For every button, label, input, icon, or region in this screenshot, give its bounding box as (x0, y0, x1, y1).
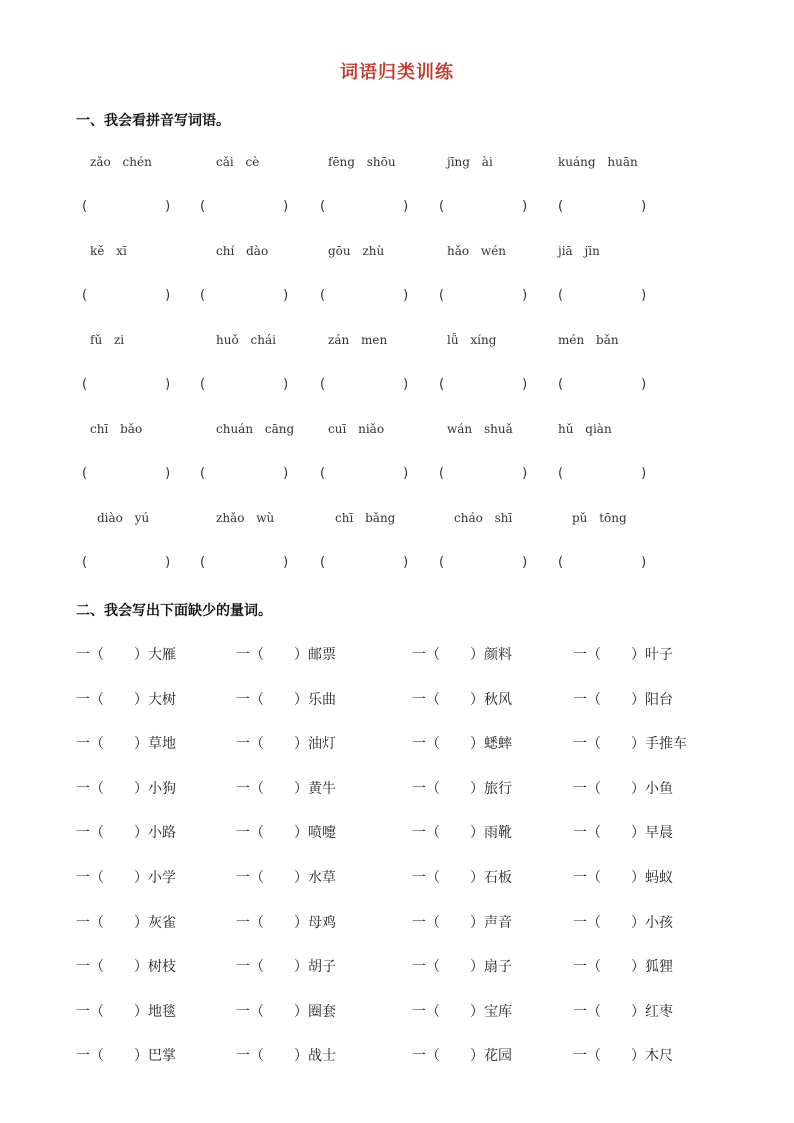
measure-word-item[interactable] (573, 644, 673, 664)
prefix: 一（ (573, 647, 601, 663)
noun: 花园 (484, 1048, 512, 1065)
noun: 阳台 (645, 691, 673, 708)
open-paren: ( (320, 555, 326, 570)
suffix: ） (470, 647, 484, 663)
noun: 草地 (148, 736, 176, 753)
suffix: ） (631, 780, 645, 797)
noun: 大树 (148, 691, 176, 708)
measure-word-item[interactable] (236, 1045, 336, 1065)
measure-word-item[interactable] (573, 867, 673, 887)
prefix: 一（ (76, 870, 104, 886)
answer-blank[interactable] (558, 377, 646, 392)
noun: 油灯 (308, 736, 336, 753)
noun: 小狗 (148, 780, 176, 797)
noun: 树枝 (148, 959, 176, 976)
prefix: 一（ (76, 1048, 104, 1065)
pinyin-word: zhǎo wù (216, 511, 275, 525)
measure-word-item[interactable] (236, 822, 336, 842)
measure-word-row (0, 867, 794, 887)
prefix: 一（ (236, 736, 264, 753)
prefix: 一（ (412, 647, 440, 663)
suffix: ） (294, 959, 308, 976)
pinyin-row (0, 333, 794, 353)
noun: 灰雀 (148, 914, 176, 931)
pinyin-word: cháo shī (454, 511, 513, 525)
measure-word-item[interactable] (412, 644, 512, 664)
prefix: 一（ (573, 780, 601, 797)
answer-blank[interactable] (558, 466, 646, 481)
suffix: ） (631, 870, 645, 886)
pinyin-word: lǚ xíng (447, 333, 497, 347)
pinyin-word: cǎi cè (216, 155, 260, 169)
suffix: ） (631, 736, 645, 753)
noun: 圈套 (308, 1003, 336, 1020)
prefix: 一（ (573, 1048, 601, 1065)
open-paren: ( (200, 199, 206, 214)
suffix: ） (470, 1003, 484, 1020)
measure-word-item[interactable] (412, 956, 512, 976)
measure-word-row (0, 689, 794, 709)
noun: 战士 (308, 1048, 336, 1065)
answer-blank[interactable] (320, 466, 408, 481)
measure-word-item[interactable] (573, 1001, 673, 1021)
open-paren: ( (558, 466, 564, 481)
close-paren: ) (283, 199, 289, 214)
answer-row (0, 199, 794, 219)
prefix: 一（ (573, 1003, 601, 1020)
pinyin-row (0, 155, 794, 175)
open-paren: ( (558, 377, 564, 392)
close-paren: ) (522, 555, 528, 570)
noun: 巴掌 (148, 1048, 176, 1065)
close-paren: ) (165, 288, 171, 303)
answer-blank[interactable] (320, 377, 408, 392)
suffix: ） (631, 1048, 645, 1065)
answer-blank[interactable] (200, 466, 288, 481)
prefix: 一（ (573, 825, 601, 842)
measure-word-row (0, 733, 794, 753)
measure-word-row (0, 912, 794, 932)
close-paren: ) (403, 377, 409, 392)
close-paren: ) (522, 377, 528, 392)
measure-word-item[interactable] (76, 733, 176, 753)
close-paren: ) (283, 288, 289, 303)
answer-blank[interactable] (82, 288, 170, 303)
suffix: ） (631, 914, 645, 931)
measure-word-item[interactable] (236, 867, 336, 887)
answer-row (0, 466, 794, 486)
noun: 乐曲 (308, 691, 336, 708)
pinyin-word: gōu zhù (328, 244, 385, 258)
measure-word-item[interactable] (412, 778, 512, 798)
prefix: 一（ (412, 825, 440, 842)
answer-blank[interactable] (439, 555, 527, 570)
open-paren: ( (82, 377, 88, 392)
noun: 木尺 (645, 1048, 673, 1065)
pinyin-word: jiā jīn (558, 244, 600, 258)
noun: 胡子 (308, 959, 336, 976)
prefix: 一（ (76, 780, 104, 797)
measure-word-item[interactable] (76, 644, 176, 664)
measure-word-item[interactable] (573, 822, 673, 842)
suffix: ） (294, 825, 308, 842)
answer-blank[interactable] (82, 466, 170, 481)
close-paren: ) (522, 466, 528, 481)
prefix: 一（ (412, 914, 440, 931)
noun: 母鸡 (308, 914, 336, 931)
prefix: 一（ (236, 825, 264, 842)
suffix: ） (470, 691, 484, 708)
measure-word-item[interactable] (412, 912, 512, 932)
prefix: 一（ (76, 959, 104, 976)
prefix: 一（ (236, 914, 264, 931)
prefix: 一（ (573, 691, 601, 708)
prefix: 一（ (236, 1003, 264, 1020)
suffix: ） (294, 691, 308, 708)
suffix: ） (294, 736, 308, 753)
measure-word-item[interactable] (76, 689, 176, 709)
pinyin-word: kě xī (90, 244, 127, 258)
answer-blank[interactable] (200, 288, 288, 303)
measure-word-item[interactable] (412, 1045, 512, 1065)
measure-word-row (0, 822, 794, 842)
pinyin-word: hǔ qiàn (558, 422, 612, 436)
open-paren: ( (200, 466, 206, 481)
prefix: 一（ (412, 736, 440, 753)
close-paren: ) (641, 199, 647, 214)
noun: 喷嚏 (308, 825, 336, 842)
open-paren: ( (558, 199, 564, 214)
close-paren: ) (403, 199, 409, 214)
prefix: 一（ (236, 870, 264, 886)
close-paren: ) (641, 377, 647, 392)
close-paren: ) (403, 555, 409, 570)
suffix: ） (470, 1048, 484, 1065)
suffix: ） (470, 914, 484, 931)
suffix: ） (134, 1048, 148, 1065)
measure-word-item[interactable] (412, 1001, 512, 1021)
noun: 扇子 (484, 959, 512, 976)
pinyin-word: huǒ chái (216, 333, 276, 347)
noun: 手推车 (645, 736, 687, 753)
measure-word-item[interactable] (76, 778, 176, 798)
measure-word-row (0, 644, 794, 664)
noun: 小鱼 (645, 780, 673, 797)
prefix: 一（ (76, 736, 104, 753)
noun: 蚂蚁 (645, 870, 673, 886)
answer-blank[interactable] (439, 288, 527, 303)
measure-word-item[interactable] (76, 822, 176, 842)
suffix: ） (631, 825, 645, 842)
measure-word-item[interactable] (236, 644, 336, 664)
open-paren: ( (82, 288, 88, 303)
prefix: 一（ (236, 691, 264, 708)
measure-word-row (0, 1001, 794, 1021)
measure-word-item[interactable] (76, 956, 176, 976)
measure-word-item[interactable] (573, 778, 673, 798)
measure-word-item[interactable] (236, 778, 336, 798)
pinyin-word: fēng shōu (328, 155, 396, 169)
measure-word-item[interactable] (412, 689, 512, 709)
open-paren: ( (200, 377, 206, 392)
noun: 石板 (484, 870, 512, 886)
prefix: 一（ (412, 780, 440, 797)
suffix: ） (134, 870, 148, 886)
open-paren: ( (200, 555, 206, 570)
answer-blank[interactable] (200, 377, 288, 392)
close-paren: ) (522, 288, 528, 303)
measure-word-item[interactable] (236, 733, 336, 753)
suffix: ） (134, 1003, 148, 1020)
measure-word-item[interactable] (236, 912, 336, 932)
close-paren: ) (283, 466, 289, 481)
measure-word-item[interactable] (573, 733, 687, 753)
suffix: ） (134, 691, 148, 708)
pinyin-word: chī bǎng (335, 511, 396, 525)
suffix: ） (631, 1003, 645, 1020)
open-paren: ( (439, 377, 445, 392)
prefix: 一（ (236, 647, 264, 663)
open-paren: ( (320, 288, 326, 303)
answer-row (0, 288, 794, 308)
noun: 大雁 (148, 647, 176, 663)
open-paren: ( (558, 555, 564, 570)
answer-blank[interactable] (439, 377, 527, 392)
prefix: 一（ (236, 780, 264, 797)
close-paren: ) (522, 199, 528, 214)
noun: 早晨 (645, 825, 673, 842)
suffix: ） (294, 914, 308, 931)
suffix: ） (631, 647, 645, 663)
close-paren: ) (403, 288, 409, 303)
prefix: 一（ (412, 691, 440, 708)
answer-blank[interactable] (320, 555, 408, 570)
measure-word-row (0, 956, 794, 976)
answer-blank[interactable] (82, 555, 170, 570)
suffix: ） (134, 780, 148, 797)
prefix: 一（ (412, 1003, 440, 1020)
prefix: 一（ (76, 914, 104, 931)
open-paren: ( (82, 555, 88, 570)
prefix: 一（ (573, 914, 601, 931)
measure-word-item[interactable] (76, 867, 176, 887)
measure-word-item[interactable] (412, 733, 512, 753)
open-paren: ( (439, 466, 445, 481)
section1-heading: 一、我会看拼音写词语。 (76, 113, 230, 129)
noun: 地毯 (148, 1003, 176, 1020)
answer-blank[interactable] (200, 199, 288, 214)
pinyin-word: wán shuǎ (447, 422, 513, 436)
noun: 旅行 (484, 780, 512, 797)
measure-word-row (0, 1045, 794, 1065)
answer-blank[interactable] (320, 199, 408, 214)
suffix: ） (134, 647, 148, 663)
open-paren: ( (439, 555, 445, 570)
suffix: ） (134, 914, 148, 931)
suffix: ） (631, 691, 645, 708)
prefix: 一（ (76, 647, 104, 663)
prefix: 一（ (76, 691, 104, 708)
pinyin-word: cuī niǎo (328, 422, 385, 436)
measure-word-item[interactable] (236, 956, 336, 976)
pinyin-word: jīng ài (447, 155, 493, 169)
pinyin-word: chī bǎo (90, 422, 143, 436)
suffix: ） (470, 736, 484, 753)
noun: 秋风 (484, 691, 512, 708)
prefix: 一（ (236, 959, 264, 976)
suffix: ） (294, 647, 308, 663)
measure-word-item[interactable] (412, 867, 512, 887)
answer-blank[interactable] (82, 377, 170, 392)
open-paren: ( (439, 288, 445, 303)
suffix: ） (631, 959, 645, 976)
noun: 水草 (308, 870, 336, 886)
measure-word-item[interactable] (573, 1045, 673, 1065)
pinyin-word: zǎo chén (90, 155, 152, 169)
answer-blank[interactable] (320, 288, 408, 303)
noun: 红枣 (645, 1003, 673, 1020)
noun: 小学 (148, 870, 176, 886)
noun: 叶子 (645, 647, 673, 663)
prefix: 一（ (236, 1048, 264, 1065)
close-paren: ) (283, 377, 289, 392)
suffix: ） (470, 959, 484, 976)
pinyin-row (0, 422, 794, 442)
noun: 声音 (484, 914, 512, 931)
measure-word-item[interactable] (236, 689, 336, 709)
pinyin-word: kuáng huān (558, 155, 638, 169)
measure-word-item[interactable] (76, 1045, 176, 1065)
suffix: ） (294, 1003, 308, 1020)
suffix: ） (134, 825, 148, 842)
suffix: ） (294, 870, 308, 886)
pinyin-word: chí dào (216, 244, 269, 258)
open-paren: ( (320, 466, 326, 481)
prefix: 一（ (573, 736, 601, 753)
answer-row (0, 377, 794, 397)
pinyin-row (0, 244, 794, 264)
page-title: 词语归类训练 (340, 62, 454, 83)
open-paren: ( (82, 466, 88, 481)
suffix: ） (470, 825, 484, 842)
measure-word-item[interactable] (573, 912, 673, 932)
close-paren: ) (165, 377, 171, 392)
answer-blank[interactable] (82, 199, 170, 214)
open-paren: ( (320, 199, 326, 214)
pinyin-word: pǔ tōng (572, 511, 627, 525)
noun: 邮票 (308, 647, 336, 663)
suffix: ） (294, 780, 308, 797)
suffix: ） (470, 870, 484, 886)
measure-word-row (0, 778, 794, 798)
open-paren: ( (320, 377, 326, 392)
answer-blank[interactable] (439, 199, 527, 214)
measure-word-item[interactable] (76, 912, 176, 932)
suffix: ） (470, 780, 484, 797)
pinyin-word: chuán cāng (216, 422, 295, 436)
noun: 雨靴 (484, 825, 512, 842)
noun: 宝库 (484, 1003, 512, 1020)
prefix: 一（ (412, 870, 440, 886)
close-paren: ) (403, 466, 409, 481)
close-paren: ) (641, 466, 647, 481)
answer-blank[interactable] (439, 466, 527, 481)
close-paren: ) (165, 199, 171, 214)
pinyin-word: zán men (328, 333, 388, 347)
prefix: 一（ (573, 870, 601, 886)
noun: 黄牛 (308, 780, 336, 797)
close-paren: ) (165, 466, 171, 481)
noun: 蟋蟀 (484, 736, 512, 753)
noun: 狐狸 (645, 959, 673, 976)
close-paren: ) (641, 555, 647, 570)
answer-blank[interactable] (558, 288, 646, 303)
answer-blank[interactable] (558, 199, 646, 214)
noun: 颜料 (484, 647, 512, 663)
pinyin-row (0, 511, 794, 531)
noun: 小孩 (645, 914, 673, 931)
open-paren: ( (558, 288, 564, 303)
prefix: 一（ (412, 959, 440, 976)
pinyin-word: hǎo wén (447, 244, 507, 258)
open-paren: ( (439, 199, 445, 214)
prefix: 一（ (412, 1048, 440, 1065)
measure-word-item[interactable] (573, 956, 673, 976)
prefix: 一（ (76, 1003, 104, 1020)
pinyin-word: mén bǎn (558, 333, 619, 347)
open-paren: ( (82, 199, 88, 214)
close-paren: ) (165, 555, 171, 570)
section2-heading: 二、我会写出下面缺少的量词。 (76, 603, 272, 619)
measure-word-item[interactable] (573, 689, 673, 709)
suffix: ） (134, 736, 148, 753)
answer-row (0, 555, 794, 575)
prefix: 一（ (76, 825, 104, 842)
prefix: 一（ (573, 959, 601, 976)
suffix: ） (134, 959, 148, 976)
answer-blank[interactable] (558, 555, 646, 570)
close-paren: ) (641, 288, 647, 303)
noun: 小路 (148, 825, 176, 842)
pinyin-word: diào yú (97, 511, 150, 525)
measure-word-item[interactable] (76, 1001, 176, 1021)
close-paren: ) (283, 555, 289, 570)
answer-blank[interactable] (200, 555, 288, 570)
open-paren: ( (200, 288, 206, 303)
pinyin-word: fǔ zi (90, 333, 125, 347)
suffix: ） (294, 1048, 308, 1065)
measure-word-item[interactable] (236, 1001, 336, 1021)
measure-word-item[interactable] (412, 822, 512, 842)
